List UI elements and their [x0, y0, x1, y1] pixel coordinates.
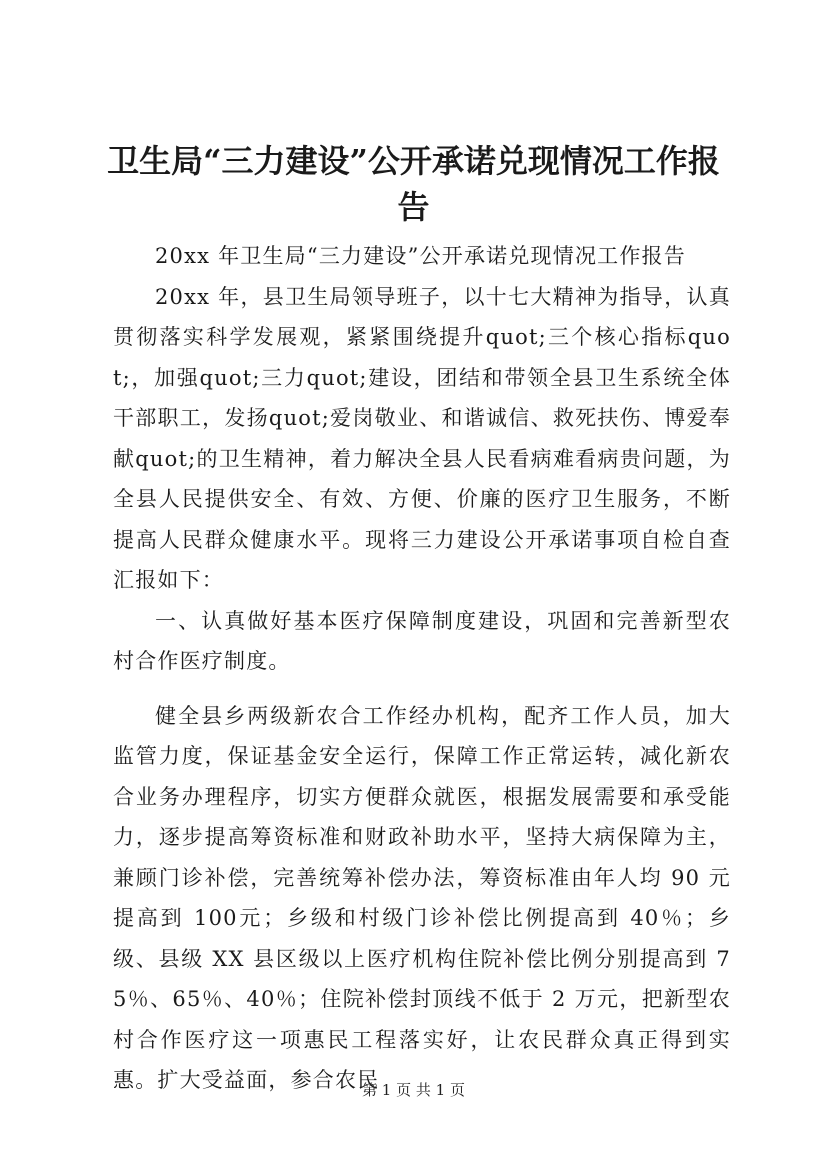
document-title: 卫生局“三力建设”公开承诺兑现情况工作报告: [107, 142, 720, 226]
paragraph-section-1-heading: 一、认真做好基本医疗保障制度建设，巩固和完善新型农村合作医疗制度。: [113, 608, 731, 673]
page-footer: 第 1 页 共 1 页: [362, 1081, 465, 1099]
paragraph-section-1-body: 健全县乡两级新农合工作经办机构，配齐工作人员，加大监管力度，保证基金安全运行，保障工作正常运转，减化新农合业务办理程序，切实方便群众就医，根据发展需要和承受能力，逐步提高筹资标准和财政补助水平，坚持大病保障为主，兼顾门诊补偿，完善统筹补偿办法，筹资标准由年人均 90 元提高到 100元；乡级和村级门诊补偿比例提高到 40％；乡级、县级 XX 县区级以上医疗机构住院补偿比例分别提高到 75％、65％、40％；住院补偿封顶线不低于 2 万元，把新型农村合作医疗这一项惠民工程落实好，让农民群众真正得到实惠。扩大受益面，参合农民: [113, 703, 731, 1092]
document-subtitle: 20xx 年卫生局“三力建设”公开承诺兑现情况工作报告: [155, 244, 686, 268]
paragraph-intro: 20xx 年，县卫生局领导班子，以十七大精神为指导，认真贯彻落实科学发展观，紧紧围绕提升quot;三个核心指标quot;，加强quot;三力quot;建设，团结和带领全县卫生系统全体干部职工，发扬quot;爱岗敬业、和谐诚信、救死扶伤、博爱奉献quot;的卫生精神，着力解决全县人民看病难看病贵问题，为全县人民提供安全、有效、方便、价廉的医疗卫生服务，不断提高人民群众健康水平。现将三力建设公开承诺事项自检自查汇报如下：: [113, 284, 731, 592]
document-body: [113, 236, 731, 1101]
